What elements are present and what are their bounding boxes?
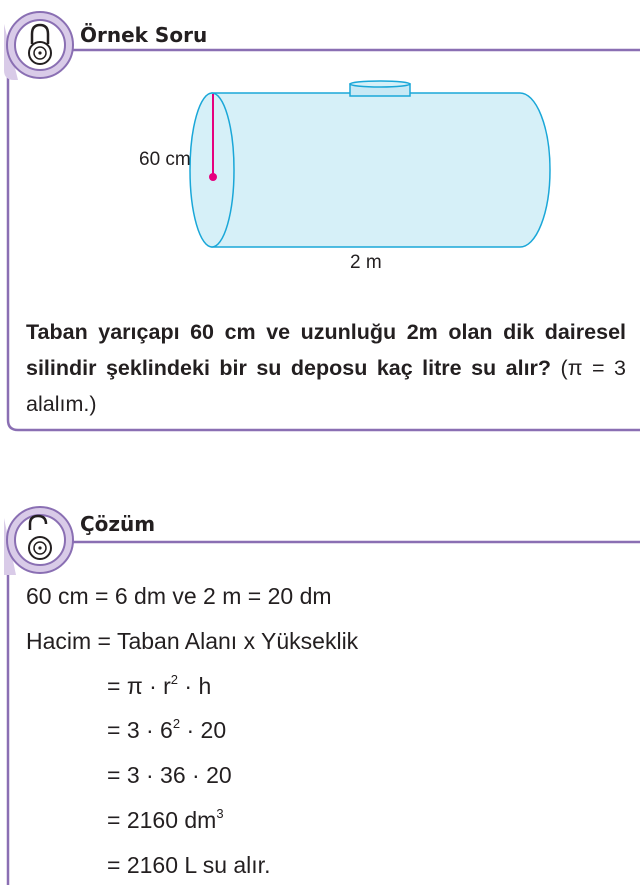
tank-body [212,93,550,247]
lock-icon [4,12,73,80]
solution-line-7: = 2160 L su alır. [107,852,271,878]
cylinder-tank [190,81,550,247]
solution-heading: Çözüm [80,512,156,536]
question-text [26,314,626,422]
solution-line-6: = 2160 $dm^3$ [107,806,224,833]
unlock-icon [4,507,73,575]
center-dot [209,173,217,181]
length-label: 2 m [350,252,382,273]
solution-line-4: = $3 \cdot 6^2 \cdot 20$ [107,716,227,743]
solution-line-2: Hacim = Taban Alanı x Yükseklik [26,628,359,654]
question-bold: Taban yarıçapı 60 cm ve uzunluğu 2m olan dik dairesel silindir şeklindeki bir su deposu kaç litre su alır? [26,320,626,380]
tank-cap [350,81,410,96]
solution-line-5: = 3 · 36 · 20 [107,762,232,788]
example-heading: Örnek Soru [80,23,208,47]
question-note: (π = 3 alalım.) [26,356,626,416]
solution-line-3: = $\pi \cdot r^2 \cdot h$ [107,672,212,699]
radius-label: 60 cm [139,149,191,170]
solution-line-1: 60 cm = 6 dm ve 2 m = 20 dm [26,583,332,609]
